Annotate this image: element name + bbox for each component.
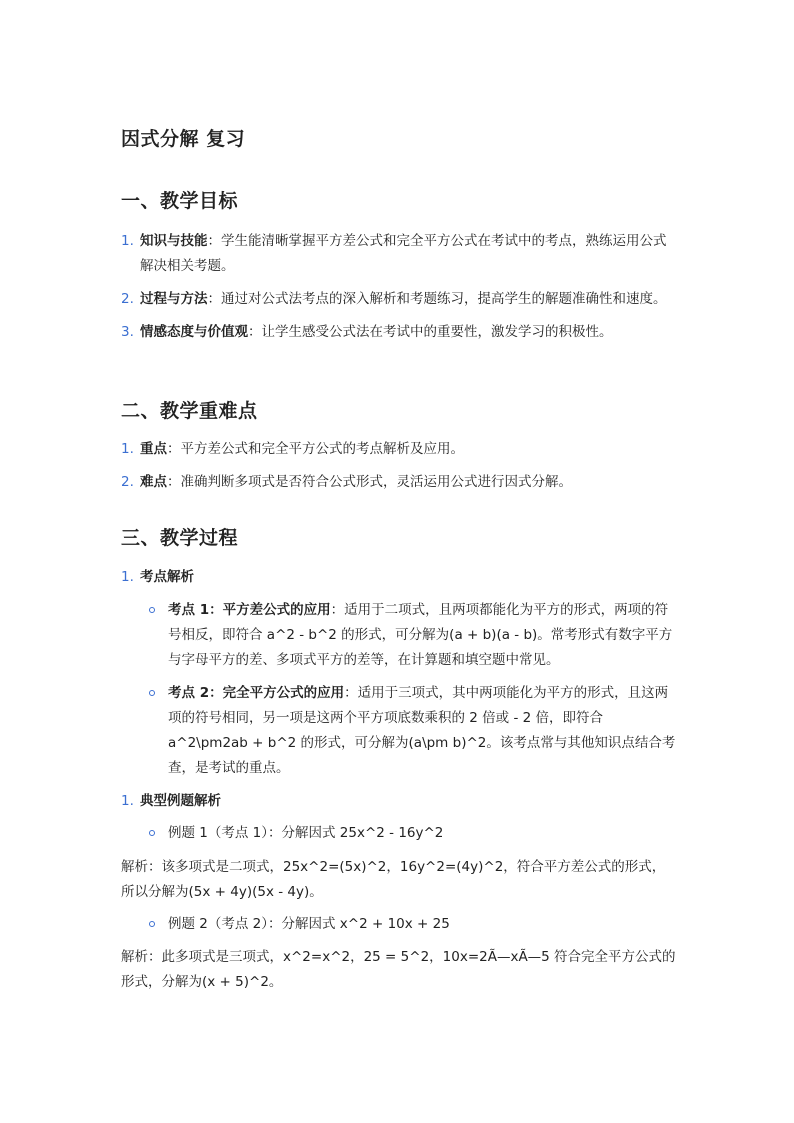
- item-text: ：平方差公式和完全平方公式的考点解析及应用。: [167, 441, 464, 457]
- list-item: [121, 470, 677, 495]
- list-number: 1.: [121, 569, 134, 585]
- list-number: 1.: [121, 441, 134, 457]
- section-heading-goals: 一、教学目标: [121, 190, 239, 212]
- solution-2: 解析：此多项式是三项式，x^2=x^2，25 = 5^2，10x=2Ã—xÃ—5 符合完全平方公式的形式，分解为(x + 5)^2。: [121, 949, 676, 990]
- goals-list: [121, 229, 677, 353]
- list-item: [149, 912, 679, 937]
- example-2: [149, 912, 679, 945]
- section-heading-keypoints: 二、教学重难点: [121, 400, 258, 422]
- example-text: 例题 1（考点 1）：分解因式 25x^2 - 16y^2: [168, 825, 444, 841]
- list-number: 3.: [121, 324, 134, 340]
- list-item: [121, 437, 677, 462]
- analysis-list: [121, 565, 677, 598]
- item-term: 过程与方法: [140, 291, 208, 307]
- list-item: [121, 789, 677, 814]
- point-term: 考点 1：平方差公式的应用: [168, 602, 331, 618]
- item-term: 重点: [140, 441, 167, 457]
- list-number: 2.: [121, 291, 134, 307]
- item-label: 典型例题解析: [140, 793, 221, 809]
- bullet-circle-icon: [149, 830, 155, 836]
- item-term: 知识与技能: [140, 233, 208, 249]
- list-item: [121, 229, 677, 279]
- item-text: ：让学生感受公式法在考试中的重要性，激发学习的积极性。: [248, 324, 613, 340]
- list-number: 1.: [121, 793, 134, 809]
- point-text: ：适用于三项式，其中两项能化为平方的形式，且这两项的符号相同，另一项是这两个平方项底数乘积的 2 倍或 - 2 倍，即符合 a^2\pm2ab + b^2 的形式，可分解为(a\pm b)^2。该考点常与其他知识点结合考查，是考试的重点。: [168, 685, 676, 776]
- analysis-points: [149, 598, 679, 789]
- item-term: 情感态度与价值观: [140, 324, 248, 340]
- point-term: 考点 2：完全平方公式的应用: [168, 685, 345, 701]
- list-item: [121, 287, 677, 312]
- item-term: 难点: [140, 474, 167, 490]
- bullet-circle-icon: [149, 607, 155, 613]
- section-heading-process: 三、教学过程: [121, 527, 239, 549]
- examples-list: [121, 789, 677, 822]
- list-item: [149, 598, 679, 673]
- keypoints-list: [121, 437, 677, 503]
- solution-1: 解析：该多项式是二项式，25x^2=(5x)^2，16y^2=(4y)^2，符合平方差公式的形式，所以分解为(5x + 4y)(5x - 4y)。: [121, 859, 666, 900]
- list-item: [149, 681, 679, 781]
- example-1: [149, 821, 679, 854]
- item-text: ：准确判断多项式是否符合公式形式，灵活运用公式进行因式分解。: [167, 474, 572, 490]
- list-number: 2.: [121, 474, 134, 490]
- list-item: [149, 821, 679, 846]
- example-text: 例题 2（考点 2）：分解因式 x^2 + 10x + 25: [168, 916, 450, 932]
- list-item: [121, 320, 677, 345]
- bullet-circle-icon: [149, 921, 155, 927]
- list-item: [121, 565, 677, 590]
- point-text: ：适用于二项式，且两项都能化为平方的形式，两项的符号相反，即符合 a^2 - b^2 的形式，可分解为(a + b)(a - b)。常考形式有数字平方与字母平方的差、多项式平方的差等，在计算题和填空题中常见。: [168, 602, 673, 668]
- document-title: 因式分解 复习: [121, 128, 246, 150]
- item-label: 考点解析: [140, 569, 194, 585]
- bullet-circle-icon: [149, 690, 155, 696]
- item-text: ：通过对公式法考点的深入解析和考题练习，提高学生的解题准确性和速度。: [207, 291, 667, 307]
- item-text: ：学生能清晰掌握平方差公式和完全平方公式在考试中的考点，熟练运用公式解决相关考题。: [140, 233, 667, 274]
- list-number: 1.: [121, 233, 134, 249]
